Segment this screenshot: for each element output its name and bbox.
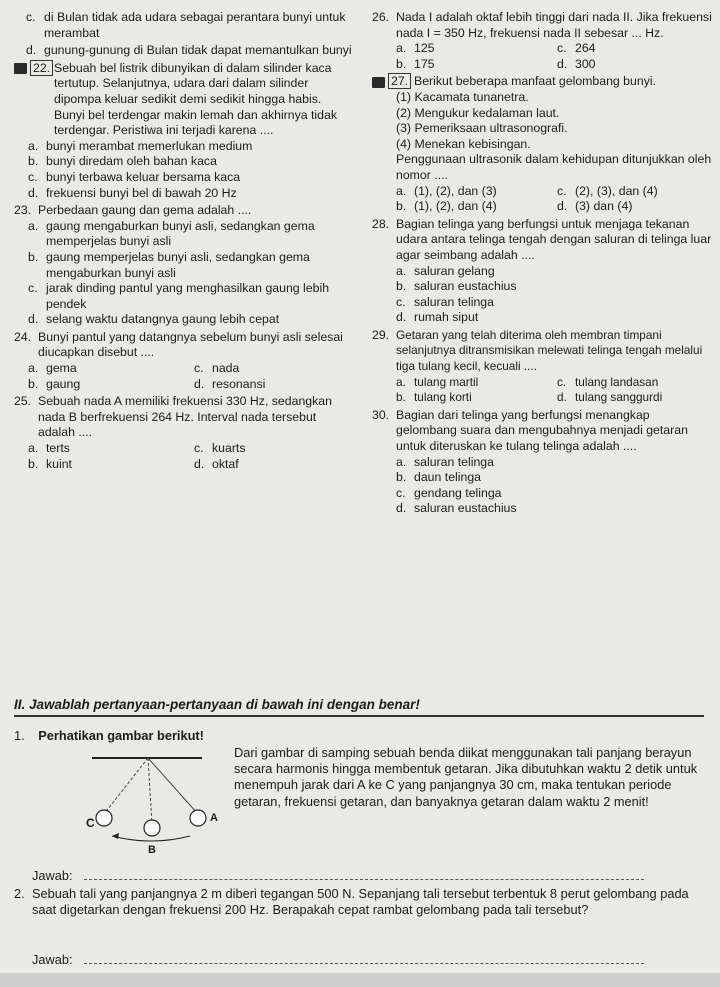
option-b[interactable]: b. gaung [28, 376, 81, 391]
option-b[interactable]: b. gaung memperjelas bunyi asli, sedangkan gema mengaburkan bunyi asli [28, 249, 310, 280]
option-b[interactable]: b. 175 [396, 56, 435, 71]
option-a[interactable]: a. gema [28, 361, 77, 376]
benefit-list-item: (2) Mengukur kedalaman laut. [396, 105, 560, 120]
question-number: 27. [372, 74, 411, 90]
question-23: 23. Perbedaan gaung dan gema adalah .... a. gaung mengaburkan bunyi asli, sedangkan gema memperjelas bunyi asli b. gaung memperjelas bunyi asli, sedangkan gema mengaburkan bunyi asli c. jarak dinding pantul yang menghasilkan gaung lebih pendek d. selang waktu datangnya gaung lebih cepat [14, 203, 354, 328]
option-a[interactable]: a. gaung mengaburkan bunyi asli, sedangkan gema memperjelas bunyi asli [28, 218, 315, 249]
option-b[interactable]: b. daun telinga [396, 470, 482, 485]
essay-question-1-text: Dari gambar di samping sebuah benda diikat menggunakan tali panjang berayun secara harmonis hingga membentuk getaran. Jika dibutuhkan waktu 2 detik untuk menempuh jarak dari A ke C yang panjangnya 30 cm, maka tentukan periode getaran, frekuensi getaran, dan banyaknya getaran dalam waktu 2 menit! [234, 745, 698, 809]
benefit-list-item: (1) Kacamata tunanetra. [396, 89, 529, 104]
left-column [14, 10, 354, 474]
question-30: 30. Bagian dari telinga yang berfungsi menangkap gelombang suara dan mengubahnya menjadi getaran untuk diteruskan ke tulang telinga adalah .... a. saluran telinga b. daun telinga c. gendang telinga d. saluran eustachius [372, 408, 712, 517]
label-b: B [148, 844, 156, 856]
option-d[interactable]: d. tulang sanggurdi [557, 390, 663, 405]
question-28: 28. Bagian telinga yang berfungsi untuk menjaga tekanan udara antara telinga tengah dengan saluran di telinga luar agar seimbang adalah .... a. saluran gelang b. saluran eustachius c. saluran telinga d. rumah siput [372, 216, 712, 325]
question-25: 25. Sebuah nada A memiliki frekuensi 330 Hz, sedangkan nada B berfrekuensi 264 Hz. Interval nada tersebut adalah .... a. terts c. kuarts b. kuint d. oktaf [14, 394, 354, 472]
option-d[interactable]: d. rumah siput [396, 310, 479, 325]
option-d[interactable]: d. selang waktu datangnya gaung lebih cepat [28, 312, 280, 327]
right-column [372, 10, 712, 519]
question-26: 26. Nada I adalah oktaf lebih tinggi dari nada II. Jika frekuensi nada I = 350 Hz, frekuensi nada II sebesar ... Hz. a. 125 c. 264 b. 175 d. 300 [372, 10, 712, 71]
option-a[interactable]: a. 125 [396, 41, 435, 56]
option-a[interactable]: a. terts [28, 441, 70, 456]
option-d[interactable]: d. 300 [557, 56, 596, 71]
question-27: 27. Berikut beberapa manfaat gelombang bunyi. (1) Kacamata tunanetra. (2) Mengukur kedalaman laut. (3) Pemeriksaan ultrasonografi. (4) Menekan kebisingan. Penggunaan ultrasonik dalam kehidupan ditunjukkan oleh nomor .... a. (1), (2), dan (3) c. (2), (3), dan (4) b. (1), (2), dan (4) d. (3) dan (4) [372, 74, 712, 214]
option-d[interactable]: d. saluran eustachius [396, 501, 517, 516]
option-c[interactable]: c. saluran telinga [396, 294, 494, 309]
label-c: C [86, 816, 95, 830]
option-c[interactable]: c. jarak dinding pantul yang menghasilkan gaung lebih pendek [28, 281, 330, 311]
benefit-list-item: (4) Menekan kebisingan. [396, 136, 531, 151]
section-2-heading: II. Jawablah pertanyaan-pertanyaan di bawah ini dengan benar! [14, 697, 704, 717]
option-b[interactable]: b. tulang korti [396, 390, 472, 405]
answer-line-1[interactable]: Jawab: [14, 868, 704, 884]
option-c[interactable]: c. 264 [557, 41, 596, 56]
option-c[interactable]: c. nada [194, 361, 240, 376]
page-footer [0, 973, 720, 987]
pendulum-figure [82, 752, 222, 867]
question-21-option-c: c. di Bulan tidak ada udara sebagai perantara bunyi untuk merambat [26, 10, 346, 40]
option-b[interactable]: b. (1), (2), dan (4) [396, 199, 497, 214]
option-b[interactable]: b. kuint [28, 456, 72, 471]
option-b[interactable]: b. bunyi diredam oleh bahan kaca [28, 154, 217, 169]
answer-line-2[interactable]: Jawab: [14, 952, 704, 968]
option-c[interactable]: c. tulang landasan [557, 374, 659, 389]
option-d[interactable]: d. (3) dan (4) [557, 199, 633, 214]
option-a[interactable]: a. saluran telinga [396, 454, 494, 469]
option-c[interactable]: c. kuarts [194, 441, 246, 456]
essay-question-1-title: 1. Perhatikan gambar berikut! [14, 728, 204, 743]
option-a[interactable]: a. tulang martil [396, 374, 479, 389]
essay-question-2: 2. Sebuah tali yang panjangnya 2 m diberi tegangan 500 N. Sepanjang tali tersebut terbentuk 8 perut gelombang pada saat digetarkan dengan frekuensi 200 Hz. Berapakah cepat rambat gelombang pada tali tersebut? [14, 886, 689, 917]
option-d[interactable]: d. oktaf [194, 456, 239, 471]
label-a: A [210, 812, 218, 824]
option-a[interactable]: a. bunyi merambat memerlukan medium [28, 138, 253, 153]
question-number: 22. [14, 61, 53, 77]
hots-badge-icon [372, 77, 385, 88]
option-a[interactable]: a. (1), (2), dan (3) [396, 183, 497, 198]
option-c[interactable]: c. bunyi terbawa keluar bersama kaca [28, 169, 241, 184]
option-a[interactable]: a. saluran gelang [396, 263, 495, 278]
hots-badge-icon [14, 63, 27, 74]
benefit-list-item: (3) Pemeriksaan ultrasonografi. [396, 121, 568, 136]
option-c[interactable]: c. gendang telinga [396, 485, 502, 500]
option-c[interactable]: c. (2), (3), dan (4) [557, 183, 658, 198]
option-b[interactable]: b. saluran eustachius [396, 279, 517, 294]
option-d[interactable]: d. resonansi [194, 376, 266, 391]
question-24: 24. Bunyi pantul yang datangnya sebelum bunyi asli selesai diucapkan disebut .... a. gema c. nada b. gaung d. resonansi [14, 330, 354, 392]
option-d[interactable]: d. frekuensi bunyi bel di bawah 20 Hz [28, 185, 237, 200]
question-21-option-d: d. gunung-gunung di Bulan tidak dapat memantulkan bunyi [26, 43, 352, 58]
question-22: 22. Sebuah bel listrik dibunyikan di dalam silinder kaca tertutup. Selanjutnya, udara dari dalam silinder dipompa keluar sedikit demi sedikit hingga habis. Bunyi bel terdengar makin lemah dan akhirnya tidak terdengar. Peristiwa ini terjadi karena .... a. bunyi merambat memerlukan medium b. bunyi diredam oleh bahan kaca c. bunyi terbawa keluar bersama kaca d. frekuensi bunyi bel di bawah 20 Hz [14, 61, 354, 201]
question-29: 29. Getaran yang telah diterima oleh membran timpani selanjutnya ditransmisikan melewati telinga tengah melalui tiga tulang kecil, kecuali .... a. tulang martil c. tulang landasan b. tulang korti d. tulang sanggurdi [372, 328, 712, 406]
